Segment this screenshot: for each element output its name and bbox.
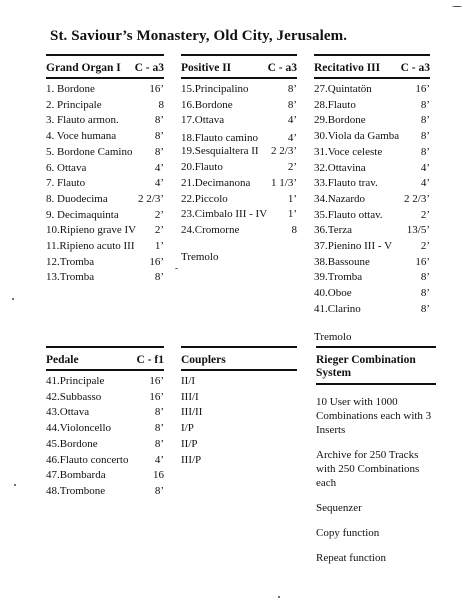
stop-row — [46, 192, 164, 208]
stop-name: 12.Tromba — [46, 255, 95, 268]
stop-pitch: 16’ — [415, 255, 430, 268]
stop-pitch: 2 2/3’ — [404, 192, 430, 205]
stop-name: 32.Ottavina — [314, 161, 366, 174]
stop-row — [181, 176, 297, 192]
stop-pitch: 2 2/3’ — [138, 192, 164, 205]
stop-pitch: 8’ — [420, 302, 430, 315]
stop-row — [46, 390, 164, 406]
division-name: Grand Organ I — [46, 62, 121, 74]
stop-pitch: 16’ — [149, 255, 164, 268]
stop-row — [46, 113, 164, 129]
stop-name: 31.Voce celeste — [314, 145, 383, 158]
stop-row — [181, 223, 297, 239]
stop-pitch: 4’ — [154, 177, 164, 190]
stop-name: 6. Ottava — [46, 161, 87, 174]
stop-row — [181, 113, 297, 129]
stop-pitch: 16’ — [149, 83, 164, 95]
stop-pitch: 16 — [153, 469, 164, 482]
stop-pitch: 2’ — [154, 224, 164, 237]
stop-row — [46, 223, 164, 239]
division-name: Couplers — [181, 354, 226, 366]
stop-row — [314, 192, 430, 208]
stop-row — [46, 208, 164, 224]
stop-name: 16.Bordone — [181, 98, 233, 111]
stop-list — [314, 82, 430, 318]
stop-row — [46, 161, 164, 177]
stop-row — [46, 129, 164, 145]
stop-name: 37.Pienino III - V — [314, 240, 393, 253]
stop-pitch: 16’ — [149, 390, 164, 403]
stop-pitch: 2’ — [154, 208, 164, 221]
stop-row — [314, 270, 430, 286]
stop-name: 43.Ottava — [46, 406, 90, 419]
stop-row — [46, 82, 164, 98]
stop-pitch: 1’ — [287, 192, 297, 205]
stop-list — [181, 82, 297, 239]
stop-pitch: 8’ — [420, 114, 430, 127]
stop-name: 18.Flauto camino — [181, 132, 258, 145]
recitativo-column — [314, 54, 430, 344]
stop-row — [314, 223, 430, 239]
stop-row — [46, 255, 164, 271]
stop-name: 34.Nazardo — [314, 192, 366, 205]
stop-name: 24.Cromorne — [181, 223, 240, 236]
stop-pitch: 8’ — [154, 130, 164, 143]
stop-row — [46, 176, 164, 192]
coupler-item: II/I — [181, 375, 196, 387]
stop-list — [46, 82, 164, 286]
stop-name: 42.Subbasso — [46, 390, 102, 403]
pedale-header — [46, 346, 164, 371]
stop-name: 9. Decimaquinta — [46, 208, 119, 221]
pedale-column — [46, 346, 164, 500]
scan-speck — [278, 596, 280, 598]
couplers-header — [181, 346, 297, 371]
stop-row — [314, 82, 430, 98]
combination-item: Repeat function — [316, 552, 386, 564]
stop-name: 11.Ripieno acuto III — [46, 240, 135, 253]
combination-column — [316, 346, 436, 565]
stop-name: 38.Bassoune — [314, 255, 370, 268]
stop-pitch: 2’ — [420, 240, 430, 253]
stop-name: 5. Bordone Camino — [46, 145, 133, 158]
stop-row — [46, 98, 164, 114]
division-name: Pedale — [46, 354, 79, 366]
stop-row — [314, 239, 430, 255]
stop-name: 21.Decimanona — [181, 176, 251, 189]
stop-name: 36.Terza — [314, 224, 353, 237]
stop-name: 23.Cimbalo III - IV — [181, 208, 268, 221]
stop-name: 15.Principalino — [181, 83, 249, 95]
stop-pitch: 4’ — [154, 453, 164, 466]
stop-pitch: 8’ — [154, 145, 164, 158]
stop-name: 22.Piccolo — [181, 192, 228, 205]
stop-pitch: 16’ — [415, 83, 430, 95]
stop-pitch: 8’ — [154, 437, 164, 450]
division-range: C - f1 — [136, 354, 164, 366]
stop-pitch: 8’ — [154, 114, 164, 127]
stop-pitch: 1 1/3’ — [271, 176, 297, 189]
stop-row — [46, 145, 164, 161]
stop-name: 29.Bordone — [314, 114, 366, 127]
stop-row — [314, 286, 430, 302]
stop-name: 47.Bombarda — [46, 469, 106, 482]
great-organ-column — [46, 54, 164, 286]
stop-pitch: 1’ — [287, 208, 297, 221]
stop-row — [314, 255, 430, 271]
stop-row — [181, 98, 297, 114]
division-name: Positive II — [181, 62, 232, 74]
stop-name: 4. Voce humana — [46, 130, 117, 143]
stop-row — [181, 82, 297, 98]
stop-name: 27.Quintatön — [314, 83, 372, 95]
stop-pitch: 8 — [158, 98, 164, 111]
stop-pitch: 8’ — [154, 406, 164, 419]
stop-pitch: 13/5’ — [406, 224, 430, 237]
stop-pitch: 4’ — [287, 132, 297, 145]
coupler-item: II/P — [181, 437, 198, 450]
stop-pitch: 8’ — [287, 83, 297, 95]
stop-name: 20.Flauto — [181, 161, 223, 174]
stop-name: 35.Flauto ottav. — [314, 208, 383, 221]
scan-speck — [12, 298, 14, 300]
stop-name: 48.Trombone — [46, 484, 106, 497]
combination-item: 10 User with 1000 Combinations each with 3 Inserts — [316, 396, 432, 436]
stop-row — [181, 132, 297, 145]
combination-header — [316, 346, 436, 385]
stop-pitch: 4’ — [420, 177, 430, 190]
stop-name: 28.Flauto — [314, 98, 356, 111]
stop-row — [181, 160, 297, 176]
stop-row — [46, 453, 164, 469]
division-range: C - a3 — [267, 62, 297, 74]
stop-name: 10.Ripieno grave IV — [46, 224, 137, 237]
combination-item: Copy function — [316, 527, 380, 539]
combination-item: Archive for 250 Tracks with 250 Combinations each — [316, 449, 420, 489]
stop-pitch: 1’ — [154, 240, 164, 253]
stop-name: 44.Violoncello — [46, 422, 112, 435]
stop-name: 1. Bordone — [46, 83, 95, 95]
stop-name: 41.Clarino — [314, 302, 361, 315]
positive-column — [181, 54, 297, 264]
division-name: Rieger Combination System — [316, 354, 416, 379]
stop-pitch: 8’ — [154, 271, 164, 284]
stop-row — [314, 161, 430, 177]
stop-name: 45.Bordone — [46, 437, 98, 450]
stop-row — [46, 239, 164, 255]
stop-pitch: 4’ — [154, 161, 164, 174]
stop-name: 17.Ottava — [181, 114, 225, 127]
stop-row — [46, 270, 164, 286]
stop-row — [46, 468, 164, 484]
stop-name: 41.Principale — [46, 375, 105, 387]
stop-row — [181, 145, 297, 158]
stop-name: 30.Viola da Gamba — [314, 130, 400, 143]
division-range: C - a3 — [400, 62, 430, 74]
coupler-item: III/I — [181, 390, 199, 403]
stop-name: 46.Flauto concerto — [46, 453, 129, 466]
stop-name: 33.Flauto trav. — [314, 177, 378, 190]
combination-item: Sequenzer — [316, 502, 362, 514]
division-name: Recitativo III — [314, 62, 381, 74]
stop-pitch: 4’ — [287, 114, 297, 127]
stop-row — [46, 484, 164, 500]
stop-pitch: 2’ — [420, 208, 430, 221]
coupler-item: III/P — [181, 453, 202, 466]
stop-name: 39.Tromba — [314, 271, 363, 284]
stop-pitch: 2 2/3’ — [271, 144, 297, 157]
stop-pitch: 8’ — [420, 130, 430, 143]
scan-speck — [175, 268, 178, 269]
coupler-item: I/P — [181, 422, 194, 435]
tremolo-label: Tremolo — [314, 330, 352, 343]
stop-row — [46, 437, 164, 453]
stop-pitch: 16’ — [149, 375, 164, 387]
stop-name: 19.Sesquialtera II — [181, 144, 259, 157]
stop-pitch: 4’ — [420, 161, 430, 174]
stop-pitch: 8 — [291, 223, 297, 236]
stop-pitch: 8’ — [420, 98, 430, 111]
page-title: St. Saviour’s Monastery, Old City, Jerusalem. — [50, 28, 348, 44]
great-organ-header — [46, 54, 164, 79]
stop-pitch: 8’ — [154, 422, 164, 435]
stop-row — [46, 405, 164, 421]
coupler-list — [181, 374, 297, 468]
stop-row — [314, 129, 430, 145]
stop-row — [46, 421, 164, 437]
stop-name: 3. Flauto armon. — [46, 114, 119, 127]
scan-speck — [14, 484, 16, 486]
stop-list — [46, 374, 164, 500]
stop-row — [314, 208, 430, 224]
stop-pitch: 2’ — [287, 161, 297, 174]
stop-pitch: 8’ — [420, 287, 430, 300]
stop-row — [314, 176, 430, 192]
division-range: C - a3 — [134, 62, 164, 74]
stop-row — [314, 302, 430, 318]
couplers-column — [181, 346, 297, 468]
scan-speck — [452, 6, 462, 7]
stop-row — [181, 192, 297, 208]
stop-row — [314, 98, 430, 114]
stop-name: 8. Duodecima — [46, 192, 108, 205]
stop-row — [314, 145, 430, 161]
stop-row — [181, 207, 297, 223]
stop-name: 7. Flauto — [46, 177, 86, 190]
stop-name: 40.Oboe — [314, 287, 352, 300]
positive-header — [181, 54, 297, 79]
stop-pitch: 8’ — [420, 145, 430, 158]
stop-name: 13.Tromba — [46, 271, 95, 284]
stop-pitch: 8’ — [154, 484, 164, 497]
tremolo-label: Tremolo — [181, 250, 219, 263]
stop-row — [46, 374, 164, 390]
stop-pitch: 8’ — [420, 271, 430, 284]
stop-name: 2. Principale — [46, 98, 102, 111]
coupler-item: III/II — [181, 406, 203, 419]
stop-row — [314, 113, 430, 129]
stop-pitch: 8’ — [287, 98, 297, 111]
recitativo-header — [314, 54, 430, 79]
